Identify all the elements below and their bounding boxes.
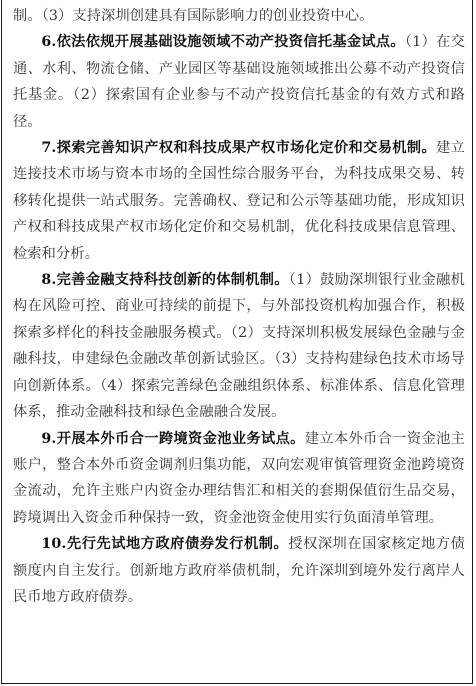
paragraph-heading: 8.完善金融支持科技创新的体制机制。 xyxy=(41,272,289,289)
document-body xyxy=(13,3,465,610)
paragraph-item-10 xyxy=(13,531,465,610)
paragraph-item-6 xyxy=(13,29,465,135)
paragraph-item-9 xyxy=(13,426,465,532)
paragraph-continuation xyxy=(13,3,465,29)
paragraph-heading: 6.依法依规开展基础设施领域不动产投资信托基金试点。 xyxy=(41,34,405,51)
paragraph-heading: 9.开展本外币合一跨境资金池业务试点。 xyxy=(41,430,305,447)
paragraph-body: （1）鼓励深圳银行业金融机构在风险可控、商业可持续的前提下，与外部投资机构加强合作，积极探索多样化的科技金融服务模式。（2）支持深圳积极发展绿色金融与金融科技，申建绿色金融改革创新试验区。（3）支持构建绿色技术市场导向创新体系。（4）探索完善绿色金融组织体系、标准体系、信息化管理体系，推动金融科技和绿色金融融合发展。 xyxy=(13,272,465,421)
paragraph-heading: 7.探索完善知识产权和科技成果产权市场化定价和交易机制。 xyxy=(41,140,437,157)
paragraph-body: 建立本外币合一资金池主账户，整合本外币资金调剂归集功能，双向宏观审慎管理资金池跨境资金流动，允许主账户内资金办理结售汇和相关的套期保值衍生品交易，跨境调出入资金币种保持一致，资金池资金使用实行负面清单管理。 xyxy=(13,430,465,526)
paragraph-body: 授权深圳在国家核定地方债额度内自主发行。创新地方政府举债机制，允许深圳到境外发行离岸人民币地方政府债券。 xyxy=(13,536,465,605)
paragraph-body: （1）在交通、水利、物流仓储、产业园区等基础设施领域推出公募不动产投资信托基金。（2）探索国有企业参与不动产投资信托基金的有效方式和路径。 xyxy=(13,34,465,130)
paragraph-heading: 10.先行先试地方政府债券发行机制。 xyxy=(41,536,289,553)
paragraph-body: 建立连接技术市场与资本市场的全国性综合服务平台，为科技成果交易、转移转化提供一站式服务。完善确权、登记和公示等基础功能，形成知识产权和科技成果产权市场化定价和交易机制，优化科技成果信息管理、检索和分析。 xyxy=(13,140,465,262)
paragraph-body: 制。（3）支持深圳创建具有国际影响力的创业投资中心。 xyxy=(13,8,374,24)
paragraph-item-8 xyxy=(13,267,465,425)
paragraph-item-7 xyxy=(13,135,465,267)
document-frame xyxy=(1,0,473,684)
